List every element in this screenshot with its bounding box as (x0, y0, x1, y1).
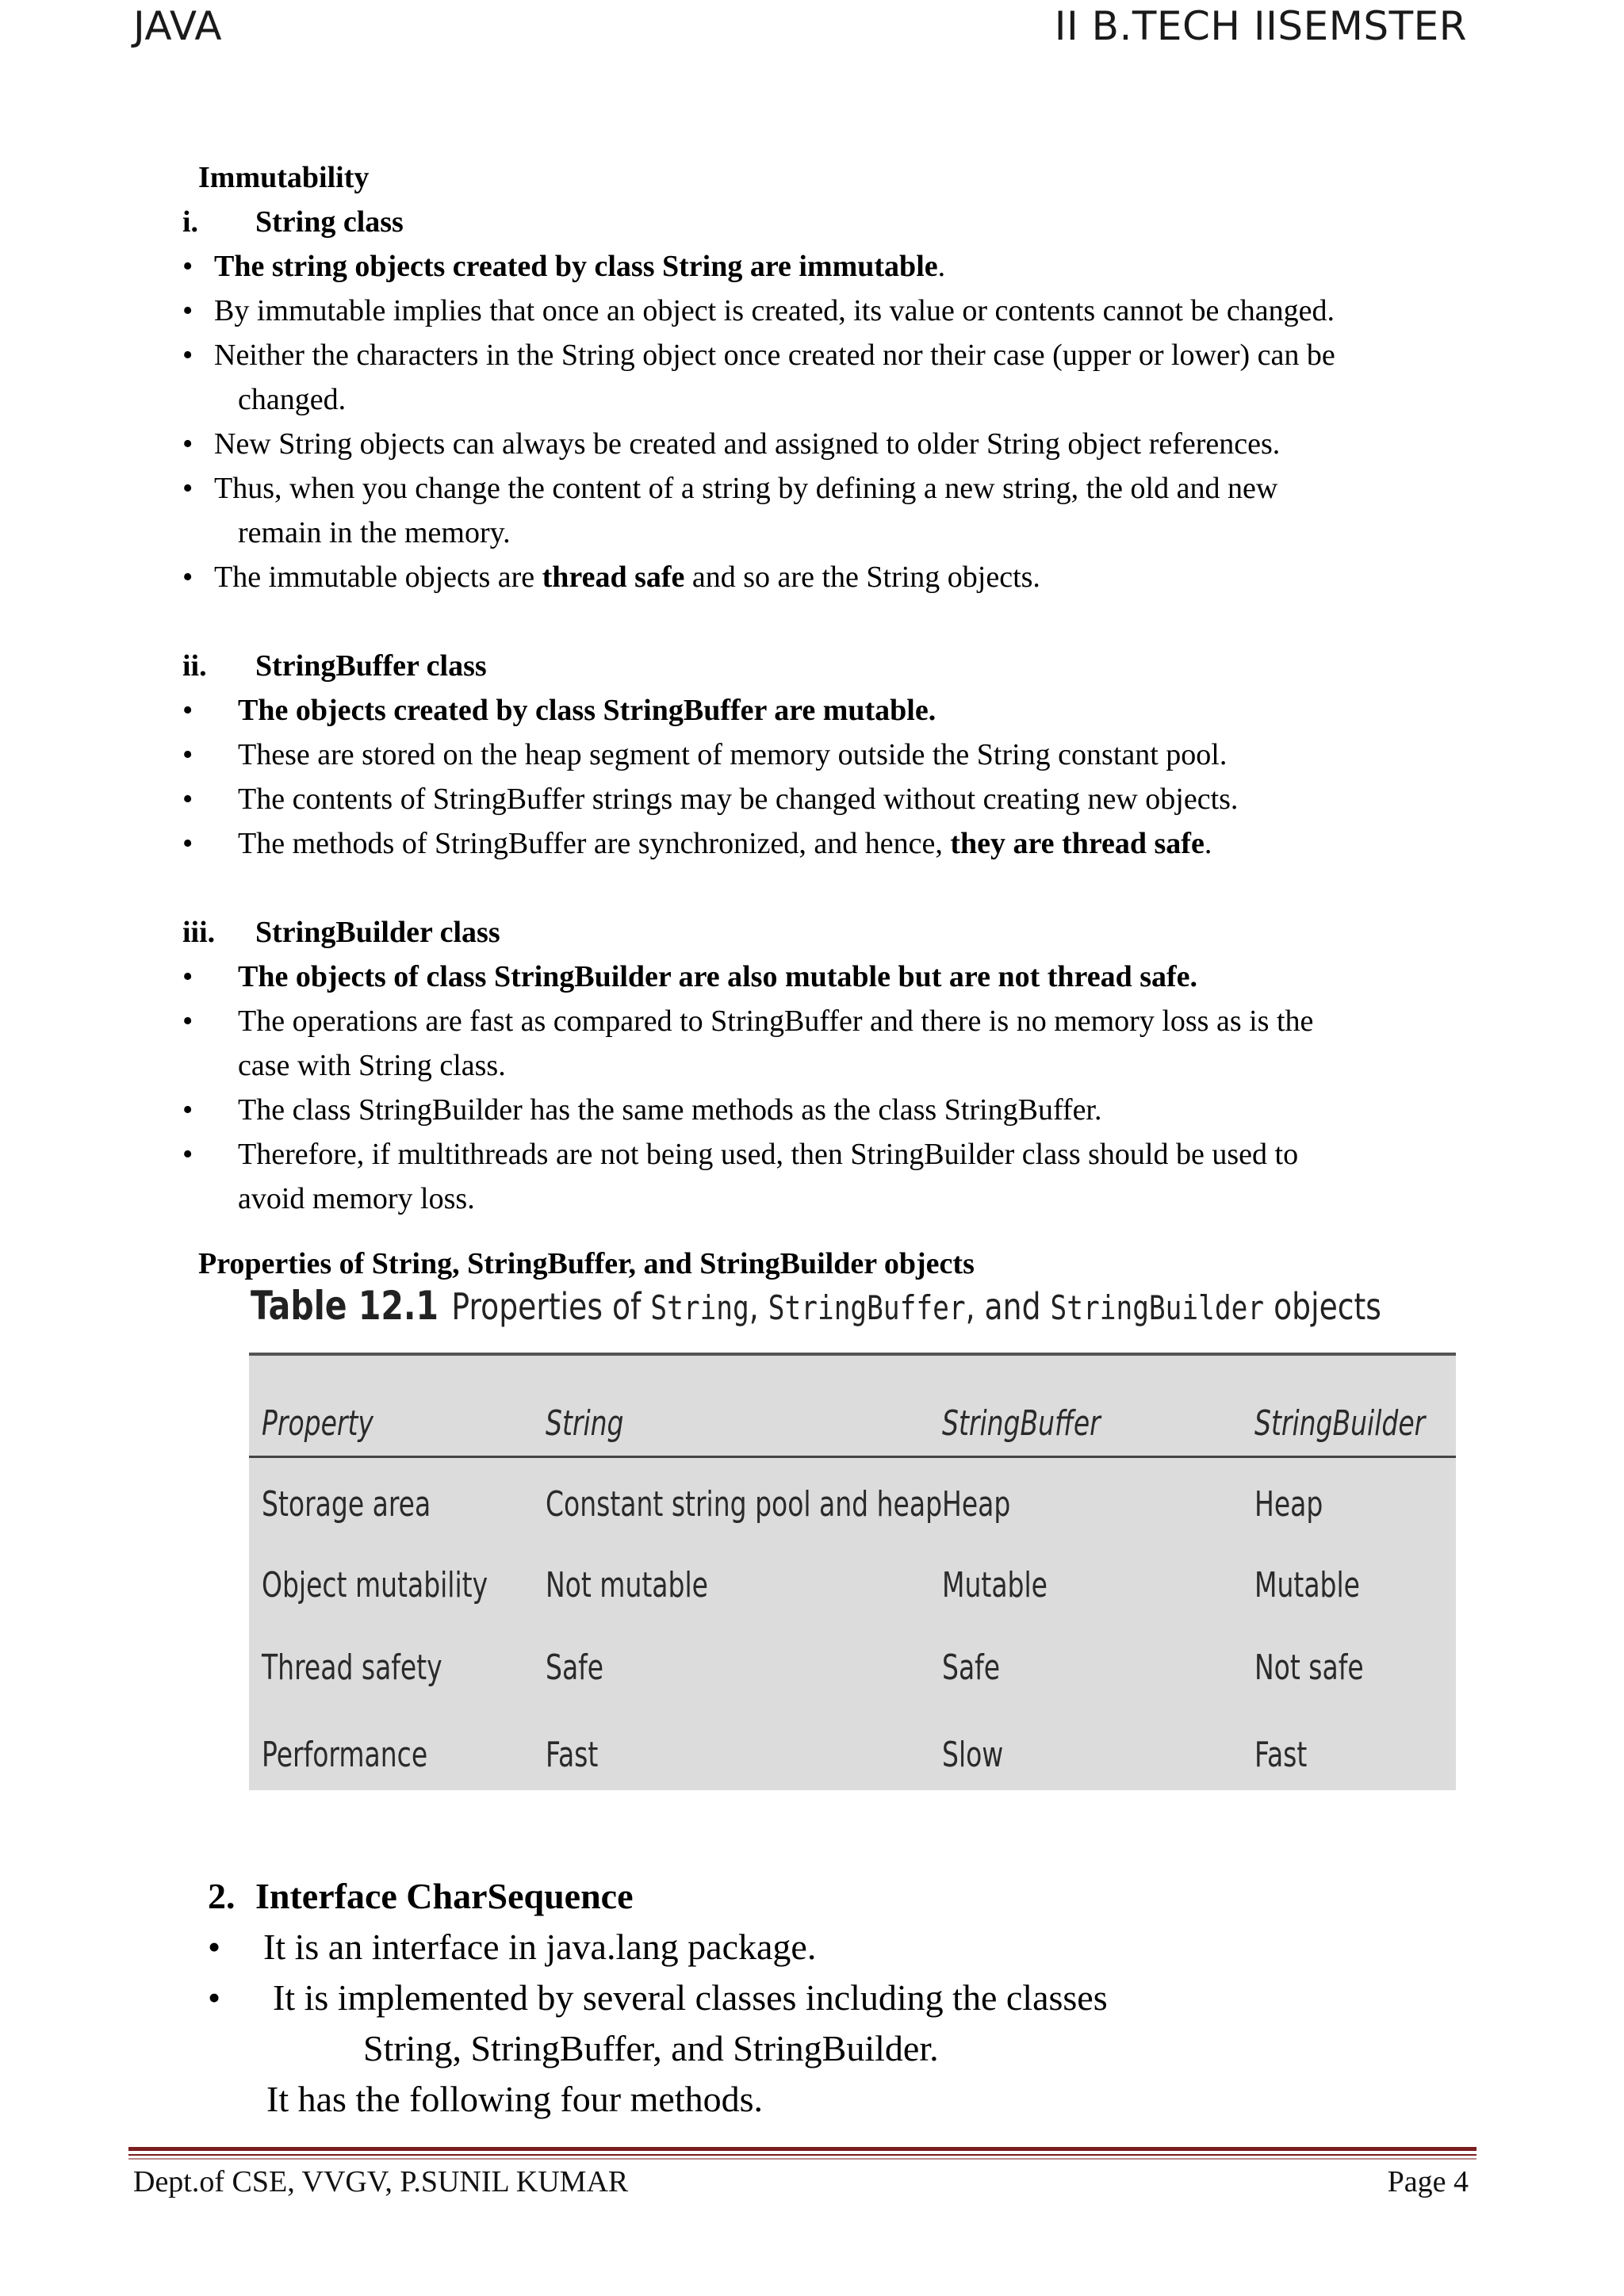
bullet-icon: • (182, 294, 193, 327)
bullet-text-cont: case with String class. (238, 1049, 506, 1082)
table-cell: Mutable (1254, 1565, 1360, 1605)
bullet-icon: • (182, 561, 193, 594)
list-item (182, 333, 1467, 422)
section-number: 2. (208, 1876, 236, 1916)
bullet-text-bold: thread safe (542, 561, 685, 594)
footer-author: Dept.of CSE, VVGV, P.SUNIL KUMAR (133, 2165, 629, 2198)
table-cell: Fast (1254, 1735, 1308, 1775)
table-header-cell: Property (262, 1403, 373, 1444)
bullet-text: The operations are fast as compared to StringBuffer and there is no memory loss as is the (238, 1004, 1314, 1038)
bullet-icon: • (182, 1138, 193, 1171)
bullet-icon: • (182, 1093, 193, 1127)
list-item (182, 422, 1467, 466)
table-row (249, 1459, 1456, 1538)
bullet-icon: • (182, 960, 193, 993)
footer-rule (128, 2154, 1477, 2156)
bullet-icon: • (182, 738, 193, 771)
table-cell: Mutable (942, 1565, 1048, 1605)
table-cell: Safe (942, 1647, 1001, 1688)
table-number: Table 12.1 (251, 1283, 439, 1329)
bullet-text-pre: The methods of StringBuffer are synchronized, and hence, (238, 827, 951, 860)
header-subject: JAVA (133, 3, 223, 49)
bullet-text: These are stored on the heap segment of memory outside the String constant pool. (238, 738, 1228, 771)
bullet-text: Thus, when you change the content of a string by defining a new string, the old and new (214, 472, 1278, 505)
table-row (249, 1622, 1456, 1701)
bullet-icon: • (182, 694, 193, 727)
footer-rule (128, 2158, 1477, 2160)
table-cell: Performance (262, 1735, 428, 1775)
charsequence-section (208, 1871, 1477, 2125)
immutability-title: Immutability (198, 161, 370, 194)
bullet-text: The objects created by class StringBuffer are mutable. (238, 694, 936, 727)
table-title-pre: Properties of (451, 1285, 651, 1328)
bullet-text: It is implemented by several classes including the classes (273, 1977, 1108, 2018)
paragraph: It has the following four methods. (266, 2079, 764, 2119)
list-item (182, 821, 1467, 866)
bullet-icon: • (208, 1977, 221, 2018)
bullet-text-post: . (1204, 827, 1212, 860)
table-cell: Heap (942, 1484, 1011, 1525)
list-item (182, 733, 1467, 777)
bullet-icon: • (182, 783, 193, 816)
section-heading (208, 1871, 1477, 1922)
heading-text: String class (255, 205, 404, 239)
list-item (182, 688, 1467, 733)
heading-text: StringBuilder class (255, 916, 500, 949)
header-course: II B.TECH IISEMSTER (1054, 3, 1467, 49)
bullet-text-bold: they are thread safe (950, 827, 1205, 860)
table-header-row (249, 1378, 1456, 1457)
section-title: Interface CharSequence (255, 1876, 634, 1916)
bullet-icon: • (182, 427, 193, 461)
bullet-icon: • (182, 339, 193, 372)
stringbuilder-class-heading (182, 910, 1467, 955)
bullet-text: The contents of StringBuffer strings may be changed without creating new objects. (238, 783, 1239, 816)
bullet-text: Therefore, if multithreads are not being used, then StringBuilder class should be used to (238, 1138, 1299, 1171)
table-cell: Constant string pool and heap (546, 1484, 943, 1525)
table-title (251, 1283, 1381, 1329)
bullet-text: New String objects can always be created and assigned to older String object references. (214, 427, 1281, 461)
bullet-text: By immutable implies that once an object is created, its value or contents cannot be changed. (214, 294, 1335, 327)
table-cell: Thread safety (262, 1647, 442, 1688)
bullet-icon: • (182, 1004, 193, 1038)
bullet-text-pre: The immutable objects are (214, 561, 542, 594)
list-item (182, 777, 1467, 821)
table-cell: Fast (546, 1735, 599, 1775)
bullet-icon: • (182, 827, 193, 860)
bullet-text: It is an interface in java.lang package. (263, 1927, 817, 1967)
table-cell: Heap (1254, 1484, 1323, 1525)
list-item (182, 1132, 1467, 1221)
bullet-text-post: and so are the String objects. (684, 561, 1040, 594)
table-title-sep: , (749, 1285, 768, 1328)
properties-table (249, 1353, 1456, 1790)
bullet-text: The string objects created by class String are immutable (214, 250, 938, 283)
table-title-post: objects (1264, 1285, 1381, 1328)
table-cell: Slow (942, 1735, 1004, 1775)
bullet-text-cont: avoid memory loss. (238, 1182, 475, 1215)
bullet-icon: • (182, 472, 193, 505)
table-title-string: String (650, 1288, 749, 1327)
table-header-cell: StringBuilder (1254, 1403, 1426, 1444)
table-header-cell: StringBuffer (942, 1403, 1101, 1444)
table-title-sep: , and (965, 1285, 1051, 1328)
roman-num: i. (182, 205, 199, 239)
table-cell: Storage area (262, 1484, 431, 1525)
list-item (182, 289, 1467, 333)
list-item (182, 555, 1467, 599)
table-row (249, 1540, 1456, 1619)
list-item (182, 999, 1467, 1088)
bullet-text-cont: remain in the memory. (238, 516, 511, 549)
table-title-stringbuilder: StringBuilder (1050, 1288, 1265, 1327)
list-item (182, 955, 1467, 999)
table-header-cell: String (546, 1403, 624, 1444)
table-cell: Not safe (1254, 1647, 1364, 1688)
table-cell: Safe (546, 1647, 604, 1688)
list-item (208, 1922, 1477, 1973)
list-item (182, 244, 1467, 289)
bullet-icon: • (182, 250, 193, 283)
page-number: Page 4 (1387, 2165, 1469, 2198)
roman-num: iii. (182, 916, 216, 949)
stringbuffer-class-heading (182, 644, 1467, 688)
table-cell: Not mutable (546, 1565, 708, 1605)
string-class-heading (182, 200, 1467, 244)
list-item (182, 1088, 1467, 1132)
table-title-stringbuffer: StringBuffer (768, 1288, 966, 1327)
bullet-text: The objects of class StringBuilder are also mutable but are not thread safe. (238, 960, 1198, 993)
table-cell: Object mutability (262, 1565, 488, 1605)
bullet-tail: . (937, 250, 946, 283)
footer-rule (128, 2147, 1477, 2151)
heading-text: StringBuffer class (255, 649, 487, 683)
list-item (182, 466, 1467, 555)
table-row (249, 1709, 1456, 1789)
properties-caption: Properties of String, StringBuffer, and StringBuilder objects (198, 1247, 975, 1280)
bullet-text-cont: changed. (238, 383, 347, 416)
bullet-text: Neither the characters in the String object once created nor their case (upper or lower) can be (214, 339, 1335, 372)
bullet-icon: • (208, 1927, 221, 1967)
bullet-text-cont: String, StringBuffer, and StringBuilder. (363, 2028, 939, 2068)
table-header-divider (249, 1456, 1456, 1458)
bullet-text: The class StringBuilder has the same methods as the class StringBuffer. (238, 1093, 1102, 1127)
list-item (208, 1973, 1477, 2023)
immutability-section (182, 155, 1467, 1221)
roman-num: ii. (182, 649, 207, 683)
